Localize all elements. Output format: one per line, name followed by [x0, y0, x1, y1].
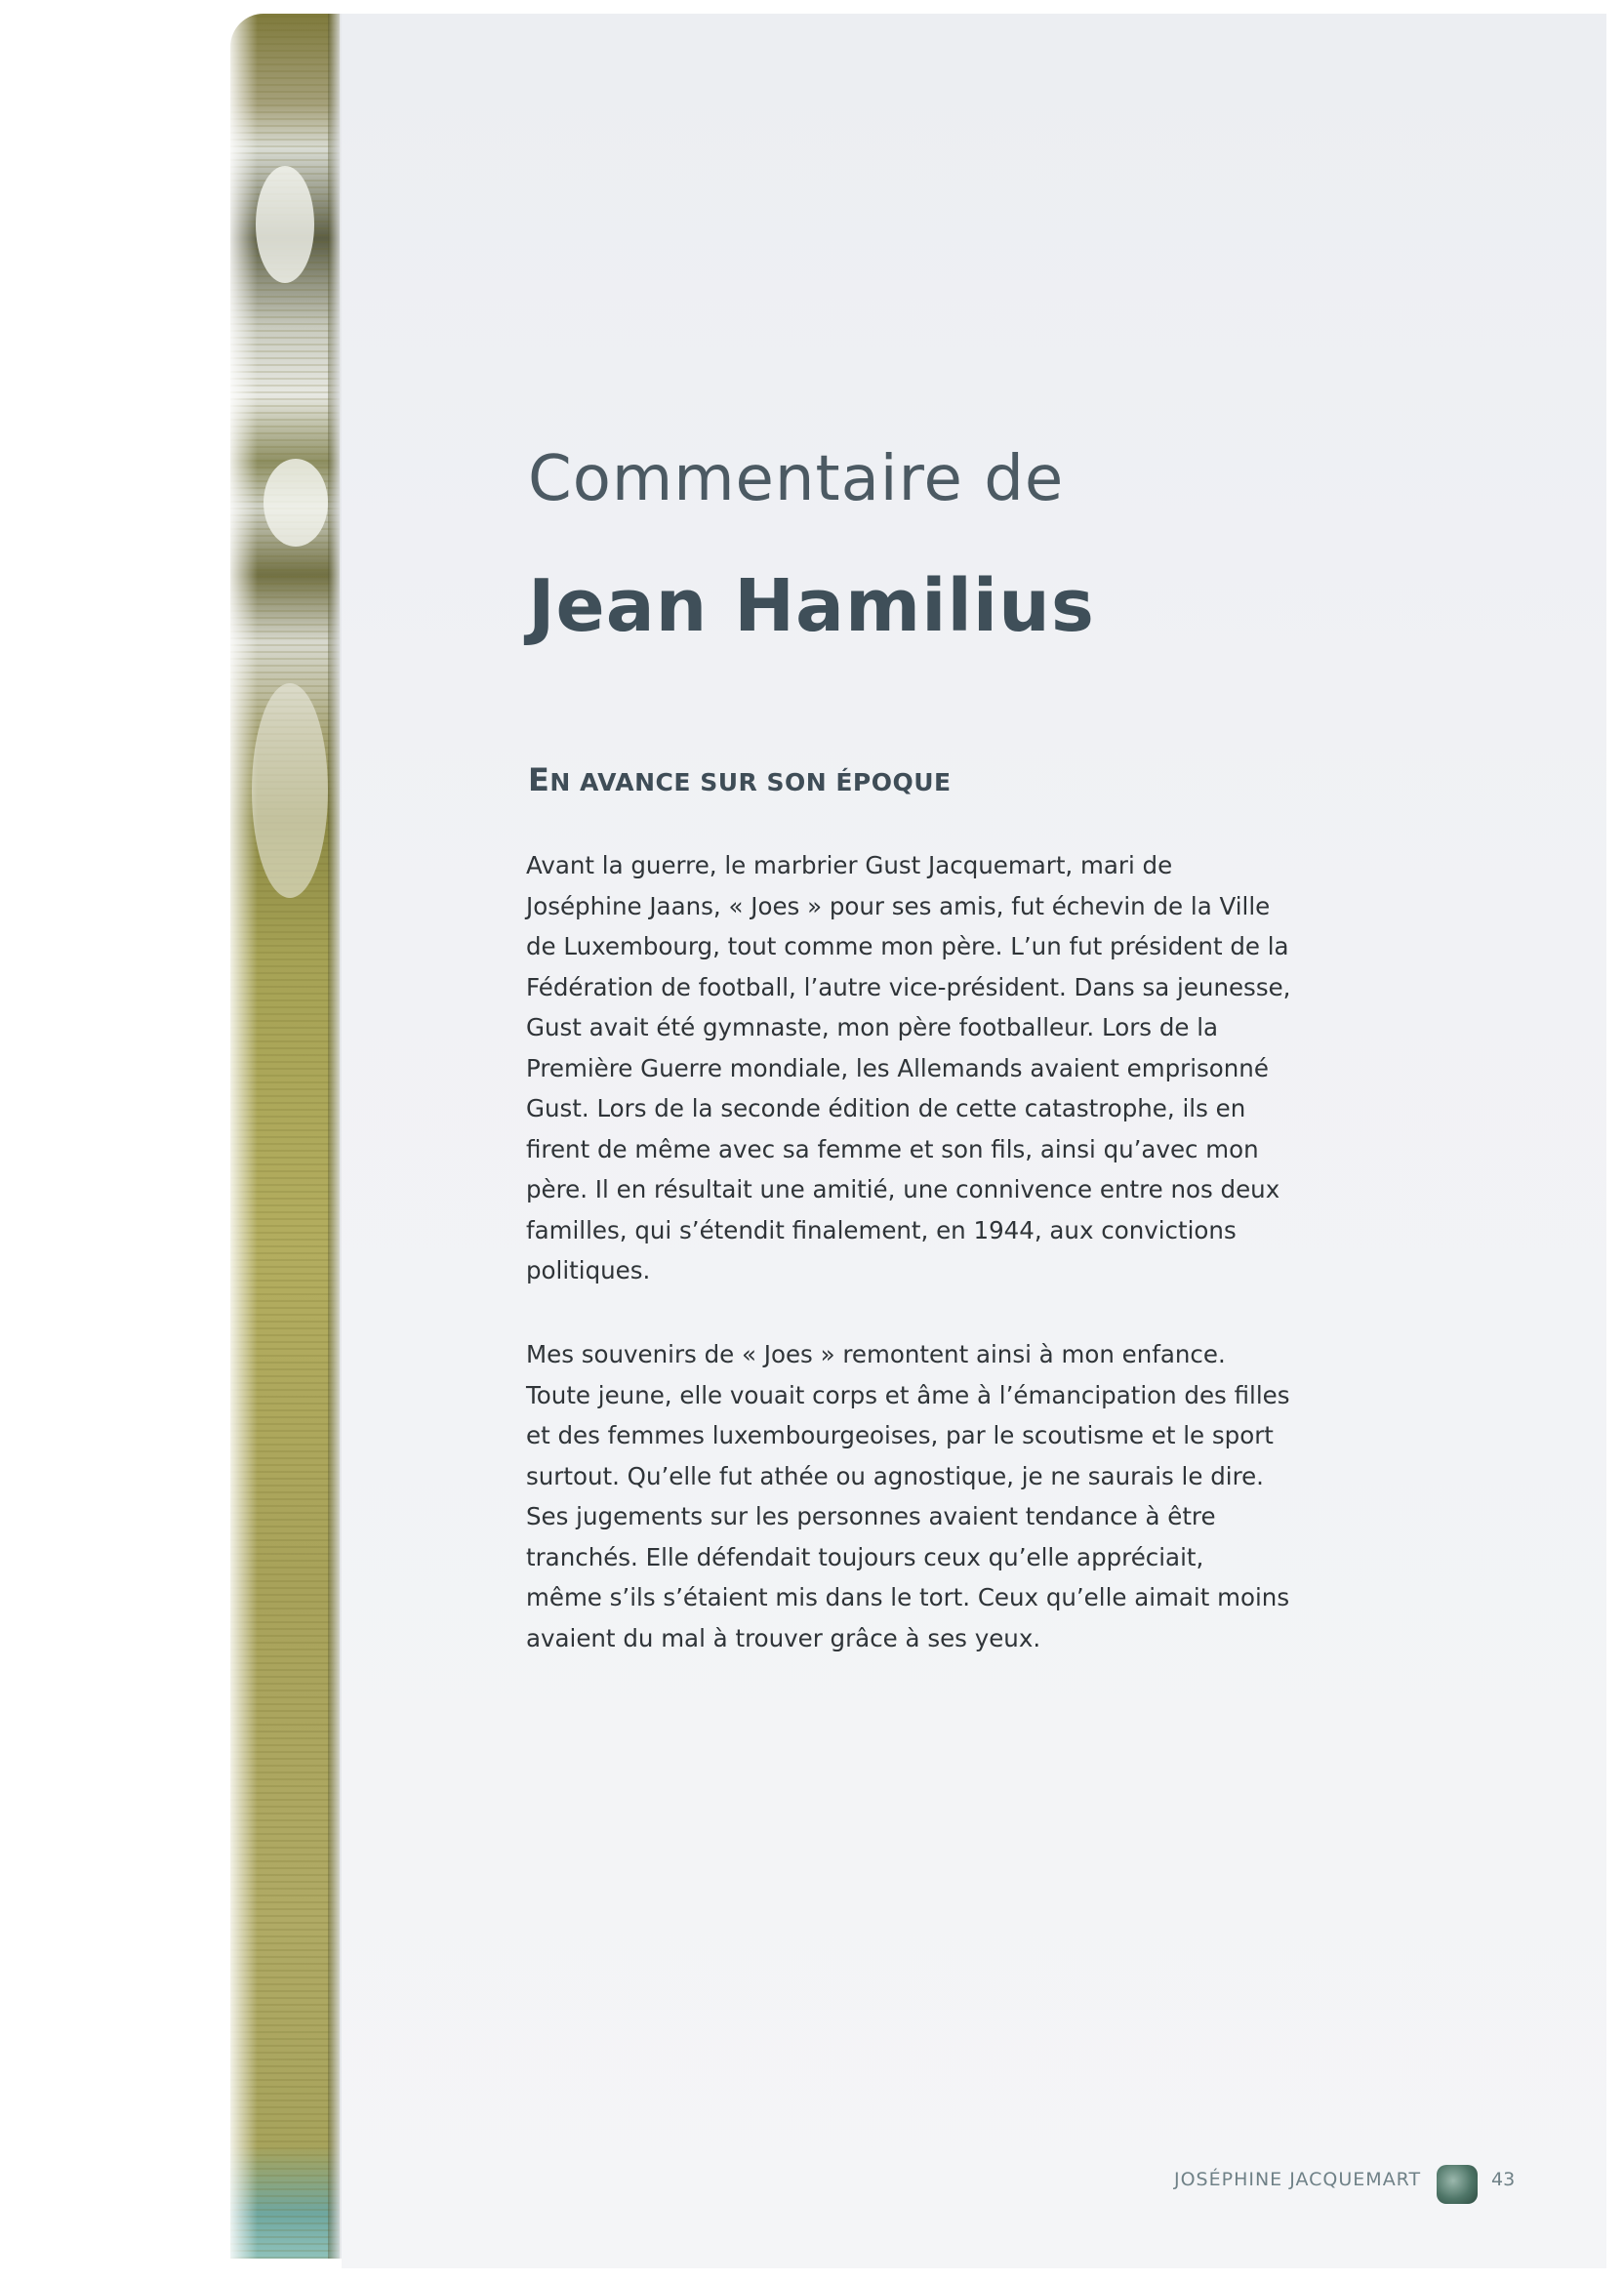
paragraph-line: Gust. Lors de la seconde édition de cette catastrophe, ils en — [526, 1094, 1246, 1122]
paragraph-line: de Luxembourg, tout comme mon père. L’un fut président de la — [526, 932, 1289, 960]
page-title-author: Jean Hamilius — [528, 564, 1095, 648]
paragraph-2 — [526, 1334, 1297, 1658]
section-heading-initial: E — [528, 761, 550, 798]
paragraph-line: surtout. Qu’elle fut athée ou agnostique, je ne saurais le dire. — [526, 1461, 1264, 1490]
photo-strip-highlight — [230, 14, 258, 2259]
paragraph-line: Toute jeune, elle vouait corps et âme à l’émancipation des filles — [526, 1380, 1290, 1409]
paragraph-line: firent de même avec sa femme et son fils, ainsi qu’avec mon — [526, 1134, 1259, 1163]
paragraph-line: même s’ils s’étaient mis dans le tort. Ceux qu’elle aimait moins — [526, 1583, 1290, 1611]
leaf-decoration — [256, 166, 314, 283]
section-heading-rest: N AVANCE SUR SON ÉPOQUE — [549, 768, 952, 796]
paragraph-line: Mes souvenirs de « Joes » remontent ainsi à mon enfance. — [526, 1340, 1226, 1368]
page-title-line1: Commentaire de — [528, 443, 1065, 515]
paragraph-line: Ses jugements sur les personnes avaient tendance à être — [526, 1502, 1216, 1530]
paragraph-line: Joséphine Jaans, « Joes » pour ses amis, fut échevin de la Ville — [526, 891, 1271, 920]
section-heading — [528, 761, 952, 798]
face-decoration — [252, 683, 328, 898]
paragraph-line: Première Guerre mondiale, les Allemands avaient emprisonné — [526, 1053, 1269, 1082]
paragraph-line: avaient du mal à trouver grâce à ses yeux. — [526, 1623, 1041, 1652]
paragraph-line: Avant la guerre, le marbrier Gust Jacquemart, mari de — [526, 851, 1173, 879]
paragraph-line: Fédération de football, l’autre vice-président. Dans sa jeunesse, — [526, 972, 1291, 1001]
paragraph-line: Gust avait été gymnaste, mon père footballeur. Lors de la — [526, 1013, 1219, 1041]
paragraph-line: familles, qui s’étendit finalement, en 1944, aux convictions — [526, 1215, 1237, 1244]
leaf-decoration — [264, 459, 328, 547]
paragraph-line: politiques. — [526, 1256, 651, 1284]
paragraph-line: tranchés. Elle défendait toujours ceux qu’elle appréciait, — [526, 1542, 1204, 1571]
paragraph-line: père. Il en résultait une amitié, une connivence entre nos deux — [526, 1175, 1280, 1203]
paragraph-line: et des femmes luxembourgeoises, par le scoutisme et le sport — [526, 1421, 1274, 1449]
running-footer-title: JOSÉPHINE JACQUEMART — [1174, 2169, 1422, 2190]
paragraph-1 — [526, 845, 1297, 1291]
page-gutter-shadow — [328, 14, 342, 2259]
portrait-thumbnail-icon — [1437, 2165, 1478, 2204]
page-number: 43 — [1491, 2169, 1516, 2190]
